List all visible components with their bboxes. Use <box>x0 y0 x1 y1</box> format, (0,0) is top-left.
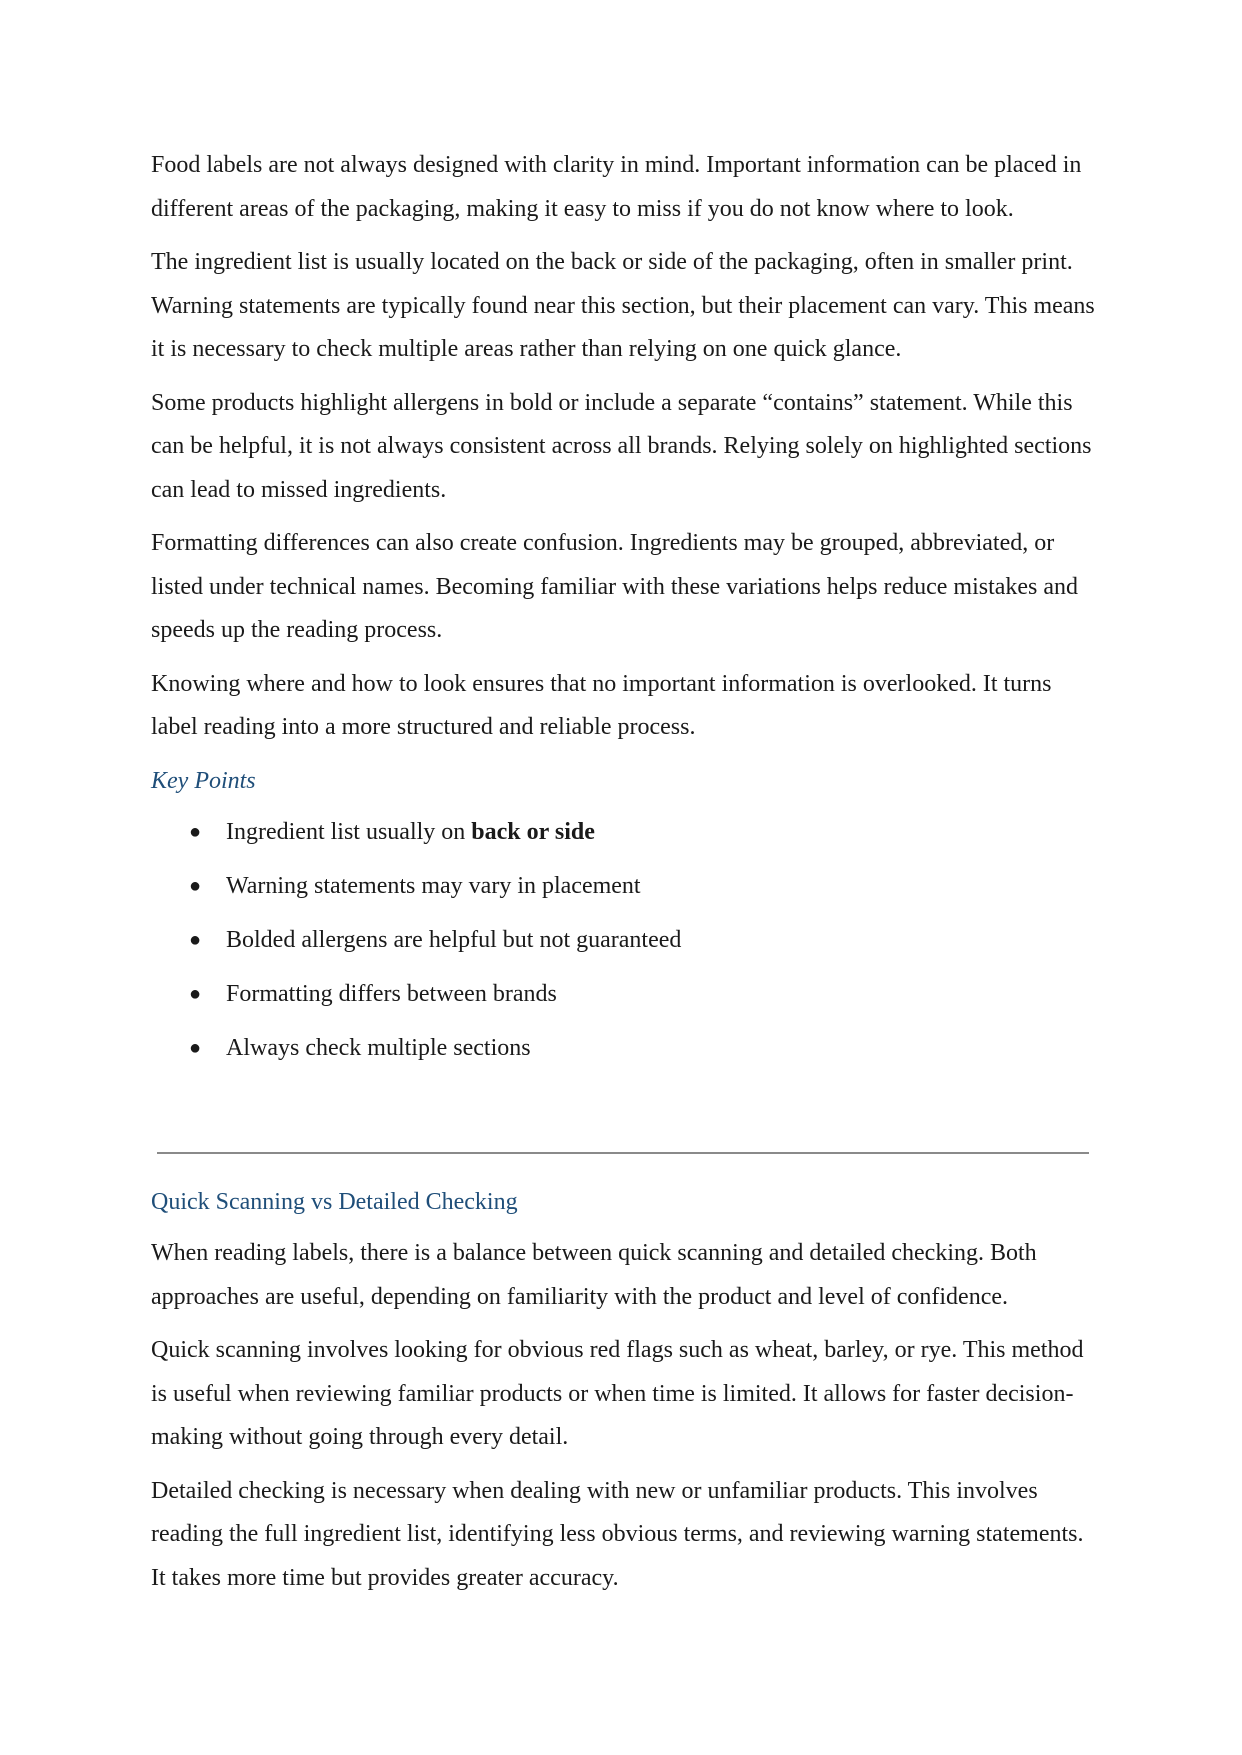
bullet-icon: ● <box>189 928 202 951</box>
list-item <box>151 974 1096 1014</box>
key-points-heading: Key Points <box>151 767 256 794</box>
bullet-icon: ● <box>189 820 202 843</box>
list-item-bold: back or side <box>471 818 595 845</box>
list-item-text: Always check multiple sections <box>226 1034 531 1061</box>
paragraph-allergen-highlight: Some products highlight allergens in bold or include a separate “contains” statement. While this can be helpful, it is not always consistent across all brands. Relying solely on highlighted sections can lead to missed ingredients. <box>151 389 1092 503</box>
paragraph-detailed-checking: Detailed checking is necessary when dealing with new or unfamiliar products. This involves reading the full ingredient list, identifying less obvious terms, and reviewing warning statements. It takes more time but provides greater accuracy. <box>151 1477 1084 1591</box>
paragraph-quick-scanning: Quick scanning involves looking for obvious red flags such as wheat, barley, or rye. This method is useful when reviewing familiar products or when time is limited. It allows for faster decision-making without going through every detail. <box>151 1337 1084 1450</box>
section-quick-vs-detailed <box>151 1181 1096 1610</box>
paragraph-balance: When reading labels, there is a balance between quick scanning and detailed checking. Both approaches are useful, depending on familiarity with the product and level of confidence. <box>151 1240 1037 1310</box>
key-points-list <box>151 812 1096 1068</box>
list-item <box>151 1028 1096 1068</box>
paragraph-label-clarity: Food labels are not always designed with clarity in mind. Important information can be placed in different areas of the packaging, making it easy to miss if you do not know where to look. <box>151 152 1082 222</box>
list-item-text: Ingredient list usually on <box>226 818 472 845</box>
section-heading: Quick Scanning vs Detailed Checking <box>151 1189 518 1215</box>
bullet-icon: ● <box>189 1036 202 1059</box>
list-item-text: Formatting differs between brands <box>226 980 557 1007</box>
paragraph-formatting-differences: Formatting differences can also create confusion. Ingredients may be grouped, abbreviated, or listed under technical names. Becoming familiar with these variations helps reduce mistakes and speeds up the reading process. <box>151 530 1079 643</box>
list-item <box>151 812 1096 852</box>
list-item <box>151 920 1096 960</box>
document-body <box>151 144 1096 1082</box>
paragraph-ingredient-location: The ingredient list is usually located on the back or side of the packaging, often in smaller print. Warning statements are typically found near this section, but their placement can vary. This means it is necessary to check multiple areas rather than relying on one quick glance. <box>151 249 1095 362</box>
horizontal-divider <box>157 1152 1089 1154</box>
list-item-text: Warning statements may vary in placement <box>226 872 641 899</box>
paragraph-knowing-where: Knowing where and how to look ensures that no important information is overlooked. It turns label reading into a more structured and reliable process. <box>151 670 1052 740</box>
bullet-icon: ● <box>189 982 202 1005</box>
list-item-text: Bolded allergens are helpful but not guaranteed <box>226 926 682 953</box>
list-item <box>151 866 1096 906</box>
bullet-icon: ● <box>189 874 202 897</box>
